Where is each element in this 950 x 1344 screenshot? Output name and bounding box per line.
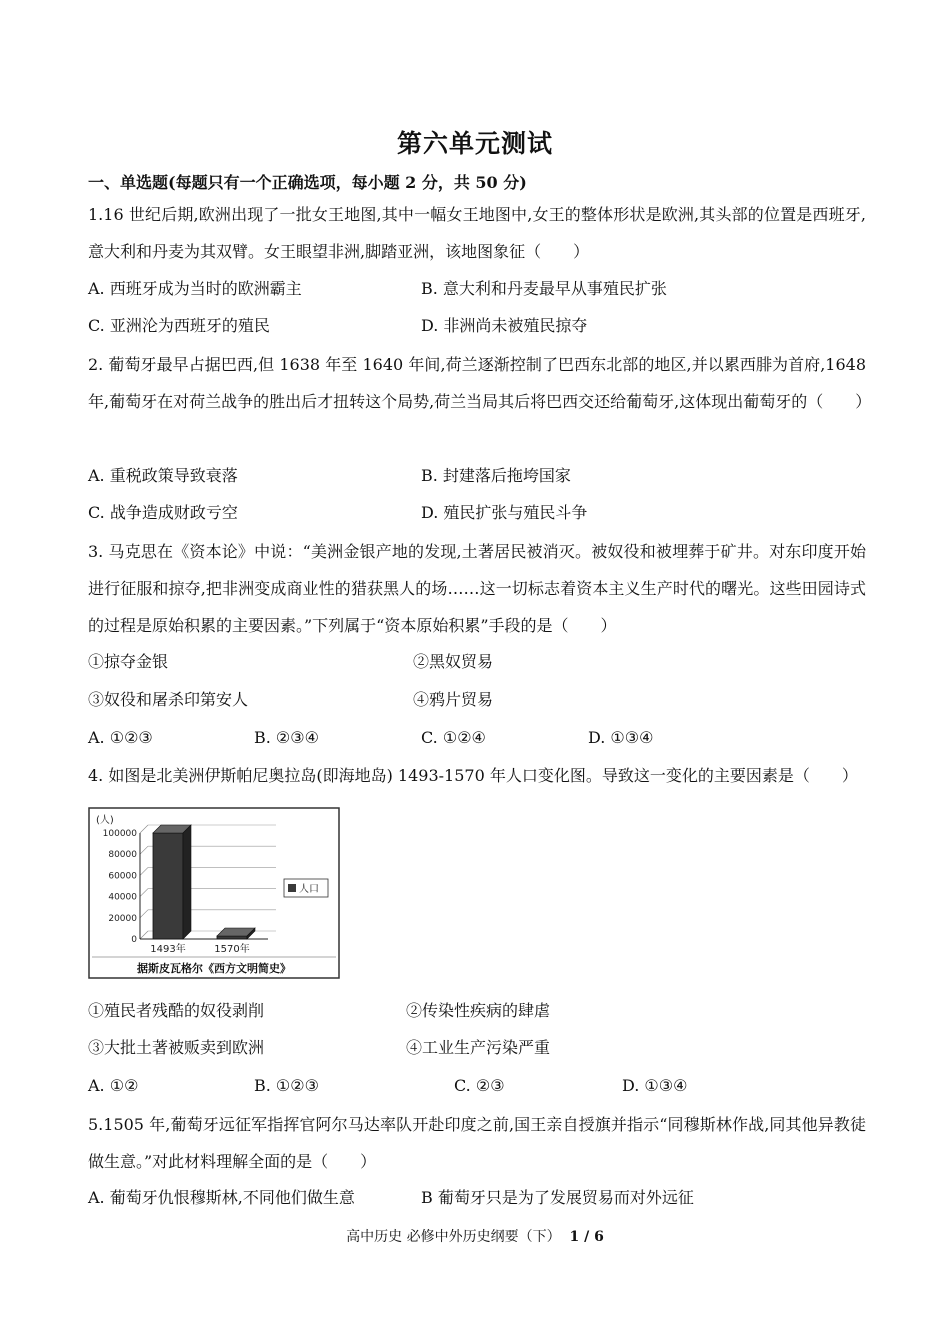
chart-source: 据斯皮瓦格尔《西方文明简史》	[137, 962, 291, 975]
item-2: ②黑奴贸易	[413, 652, 494, 671]
option-b: B. 意大利和丹麦最早从事殖民扩张	[421, 279, 667, 298]
population-bar-chart	[88, 807, 340, 979]
question-2-options-row-1	[88, 462, 866, 490]
page-footer	[0, 1226, 950, 1246]
y-tick-label: 60000	[108, 871, 137, 882]
option-c: C. 战争造成财政亏空	[88, 503, 238, 522]
question-3-items-row-1	[88, 648, 866, 676]
y-tick-label: 100000	[102, 829, 137, 839]
option-b: B. ①②③	[254, 1076, 319, 1095]
y-tick-label: 40000	[108, 892, 137, 903]
option-d: D. ①③④	[588, 728, 654, 747]
option-a: A. ①②③	[88, 728, 153, 747]
question-2-options-row-2	[88, 499, 866, 527]
option-a: A. 重税政策导致衰落	[88, 466, 238, 485]
option-c: C. ①②④	[421, 728, 486, 747]
option-b: B. 封建落后拖垮国家	[421, 466, 571, 485]
question-4-options	[88, 1072, 866, 1100]
legend-label: 人口	[299, 884, 319, 895]
question-4-items-row-2	[88, 1034, 866, 1062]
question-1-options-row-1	[88, 275, 866, 303]
item-3: ③奴役和屠杀印第安人	[88, 690, 249, 709]
question-4-stem: 4. 如图是北美洲伊斯帕尼奥拉岛(即海地岛) 1493-1570 年人口变化图。导致这一变化的主要因素是（ ）	[88, 766, 858, 785]
question-3-options	[88, 724, 866, 752]
x-tick-label: 1570年	[214, 944, 250, 955]
question-3-stem: 3. 马克思在《资本论》中说：“美洲金银产地的发现,土著居民被消灭。被奴役和被埋葬于矿井。对东印度开始进行征服和掠夺,把非洲变成商业性的猎获黑人的场……这一切标志着资本主义生产时代的曙光。这些田园诗式的过程是原始积累的主要因素。”下列属于“资本原始积累”手段的是（ ）	[88, 542, 866, 635]
y-tick-label: 20000	[108, 913, 137, 924]
item-1: ①殖民者残酷的奴役剥削	[88, 1001, 265, 1020]
x-tick-label: 1493年	[150, 944, 186, 955]
question-2-stem: 2. 葡萄牙最早占据巴西,但 1638 年至 1640 年间,荷兰逐渐控制了巴西东北部的地区,并以累西腓为首府,1648 年,葡萄牙在对荷兰战争的胜出后才扭转这个局势,荷兰当局其后将巴西交还给葡萄牙,这体现出葡萄牙的（ ）	[88, 355, 872, 411]
page-number: 1 / 6	[569, 1229, 604, 1245]
question-4-items-row-1	[88, 997, 866, 1025]
option-a: A. ①②	[88, 1076, 139, 1095]
item-3: ③大批土著被贩卖到欧洲	[88, 1038, 265, 1057]
item-2: ②传染性疾病的肆虐	[406, 1001, 551, 1020]
option-c: C. ②③	[454, 1076, 505, 1095]
y-tick-label: 80000	[108, 850, 137, 861]
question-5-options	[88, 1184, 866, 1212]
question-1-options-row-2	[88, 312, 866, 340]
page-title: 第六单元测试	[396, 129, 553, 158]
question-5-stem: 5.1505 年,葡萄牙远征军指挥官阿尔马达率队开赴印度之前,国王亲自授旗并指示“同穆斯林作战,同其他异教徒做生意。”对此材料理解全面的是（ ）	[88, 1115, 866, 1171]
legend-swatch	[288, 884, 296, 892]
y-tick-label: 0	[131, 935, 137, 945]
option-b: B 葡萄牙只是为了发展贸易而对外远征	[421, 1188, 694, 1207]
item-1: ①掠夺金银	[88, 652, 169, 671]
bar-1	[153, 833, 183, 939]
question-3-items-row-2	[88, 686, 866, 714]
option-c: C. 亚洲沦为西班牙的殖民	[88, 316, 270, 335]
option-d: D. ①③④	[622, 1076, 688, 1095]
option-d: D. 非洲尚未被殖民掠夺	[421, 316, 588, 335]
section-heading: 一、单选题(每题只有一个正确选项，每小题 2 分，共 50 分)	[88, 173, 527, 192]
option-d: D. 殖民扩张与殖民斗争	[421, 503, 588, 522]
footer-text: 高中历史 必修中外历史纲要（下）	[346, 1229, 561, 1245]
option-b: B. ②③④	[254, 728, 319, 747]
item-4: ④工业生产污染严重	[406, 1038, 551, 1057]
bar-side-1	[183, 825, 191, 939]
item-4: ④鸦片贸易	[413, 690, 494, 709]
option-a: A. 西班牙成为当时的欧洲霸主	[88, 279, 302, 298]
question-1-stem: 1.16 世纪后期,欧洲出现了一批女王地图,其中一幅女王地图中,女王的整体形状是欧洲,其头部的位置是西班牙,意大利和丹麦为其双臂。女王眼望非洲,脚踏亚洲，该地图象征（ ）	[88, 205, 866, 261]
y-unit-label: (人)	[96, 815, 114, 826]
bar-2	[217, 936, 247, 939]
option-a: A. 葡萄牙仇恨穆斯林,不同他们做生意	[88, 1188, 355, 1207]
